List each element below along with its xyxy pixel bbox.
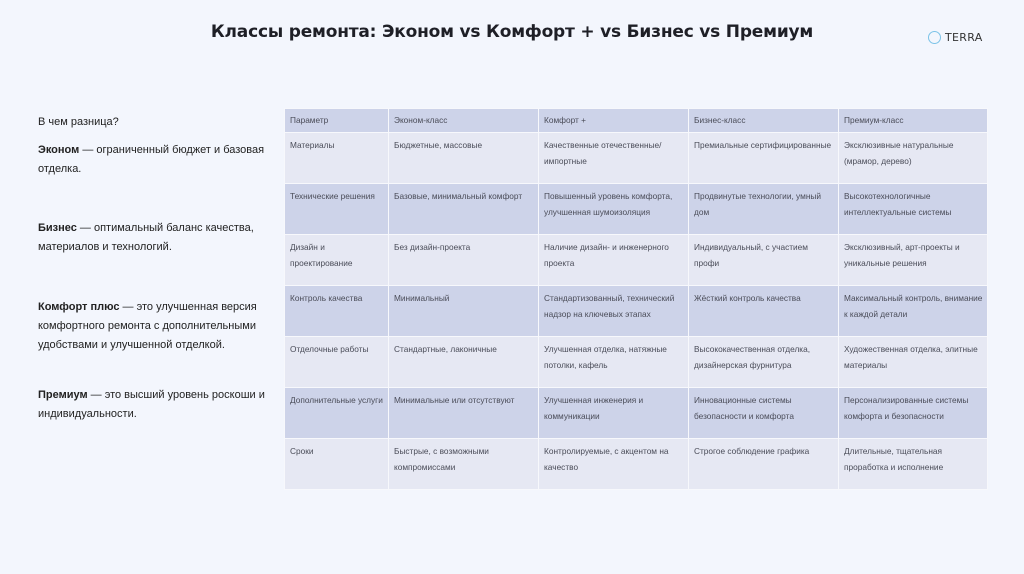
table-row [285,439,988,490]
table-cell: Премиальные сертифицированные [689,133,839,184]
table-cell: Материалы [285,133,389,184]
table-cell: Художественная отделка, элитные материалы [839,337,988,388]
table-cell: Улучшенная отделка, натяжные потолки, кафель [539,337,689,388]
table-cell: Продвинутые технологии, умный дом [689,184,839,235]
sidebar-description [38,113,268,420]
term: Бизнес [38,222,77,234]
table-cell: Инновационные системы безопасности и комфорта [689,388,839,439]
comparison-table [284,108,988,490]
table-row [285,133,988,184]
table-cell: Быстрые, с возможными компромиссами [389,439,539,490]
desc: — это высший уровень роскоши и индивидуальности. [38,389,265,420]
table-cell: Бюджетные, массовые [389,133,539,184]
table-cell: Высокотехнологичные интеллектуальные системы [839,184,988,235]
table-cell: Дополнительные услуги [285,388,389,439]
header-cell: Эконом-класс [389,109,539,133]
description-komfort-plus [38,298,268,355]
question-heading: В чем разница? [38,116,119,128]
description-econom [38,141,268,179]
table-cell: Базовые, минимальный комфорт [389,184,539,235]
table-header-row [285,109,988,133]
table-cell: Дизайн и проектирование [285,235,389,286]
table-cell: Технические решения [285,184,389,235]
table-cell: Повышенный уровень комфорта, улучшенная шумоизоляция [539,184,689,235]
table-cell: Контроль качества [285,286,389,337]
desc: — это улучшенная версия комфортного ремонта с дополнительными удобствами и улучшенной отделкой. [38,301,257,351]
table-cell: Индивидуальный, с участием профи [689,235,839,286]
description-premium [38,386,268,424]
table-cell: Без дизайн-проекта [389,235,539,286]
table-cell: Жёсткий контроль качества [689,286,839,337]
table-row [285,286,988,337]
table-cell: Максимальный контроль, внимание к каждой детали [839,286,988,337]
table-row [285,388,988,439]
table-cell: Стандартные, лаконичные [389,337,539,388]
table-cell: Улучшенная инженерия и коммуникации [539,388,689,439]
header-cell: Параметр [285,109,389,133]
desc: — оптимальный баланс качества, материалов и технологий. [38,222,254,253]
table-cell: Наличие дизайн- и инженерного проекта [539,235,689,286]
table-cell: Отделочные работы [285,337,389,388]
ring-icon [928,31,941,44]
table-cell: Эксклюзивный, арт-проекты и уникальные решения [839,235,988,286]
desc: — ограниченный бюджет и базовая отделка. [38,144,265,175]
logo [928,31,983,44]
table-cell: Минимальный [389,286,539,337]
header-cell: Премиум-класс [839,109,988,133]
table-cell: Высококачественная отделка, дизайнерская фурнитура [689,337,839,388]
term: Эконом [38,144,80,156]
term: Премиум [38,389,88,401]
description-biznes [38,219,268,257]
table-row [285,235,988,286]
logo-text: TERRA [945,31,983,44]
table-cell: Контролируемые, с акцентом на качество [539,439,689,490]
table-row [285,337,988,388]
table-cell: Стандартизованный, технический надзор на ключевых этапах [539,286,689,337]
page-title: Классы ремонта: Эконом vs Комфорт + vs Бизнес vs Премиум [210,22,814,42]
table-cell: Качественные отечественные/импортные [539,133,689,184]
term: Комфорт плюс [38,301,120,313]
table-cell: Сроки [285,439,389,490]
table-cell: Эксклюзивные натуральные (мрамор, дерево) [839,133,988,184]
table-cell: Строгое соблюдение графика [689,439,839,490]
table-cell: Персонализированные системы комфорта и безопасности [839,388,988,439]
table-row [285,184,988,235]
table-cell: Минимальные или отсутствуют [389,388,539,439]
header-cell: Бизнес-класс [689,109,839,133]
header-cell: Комфорт + [539,109,689,133]
table-cell: Длительные, тщательная проработка и исполнение [839,439,988,490]
